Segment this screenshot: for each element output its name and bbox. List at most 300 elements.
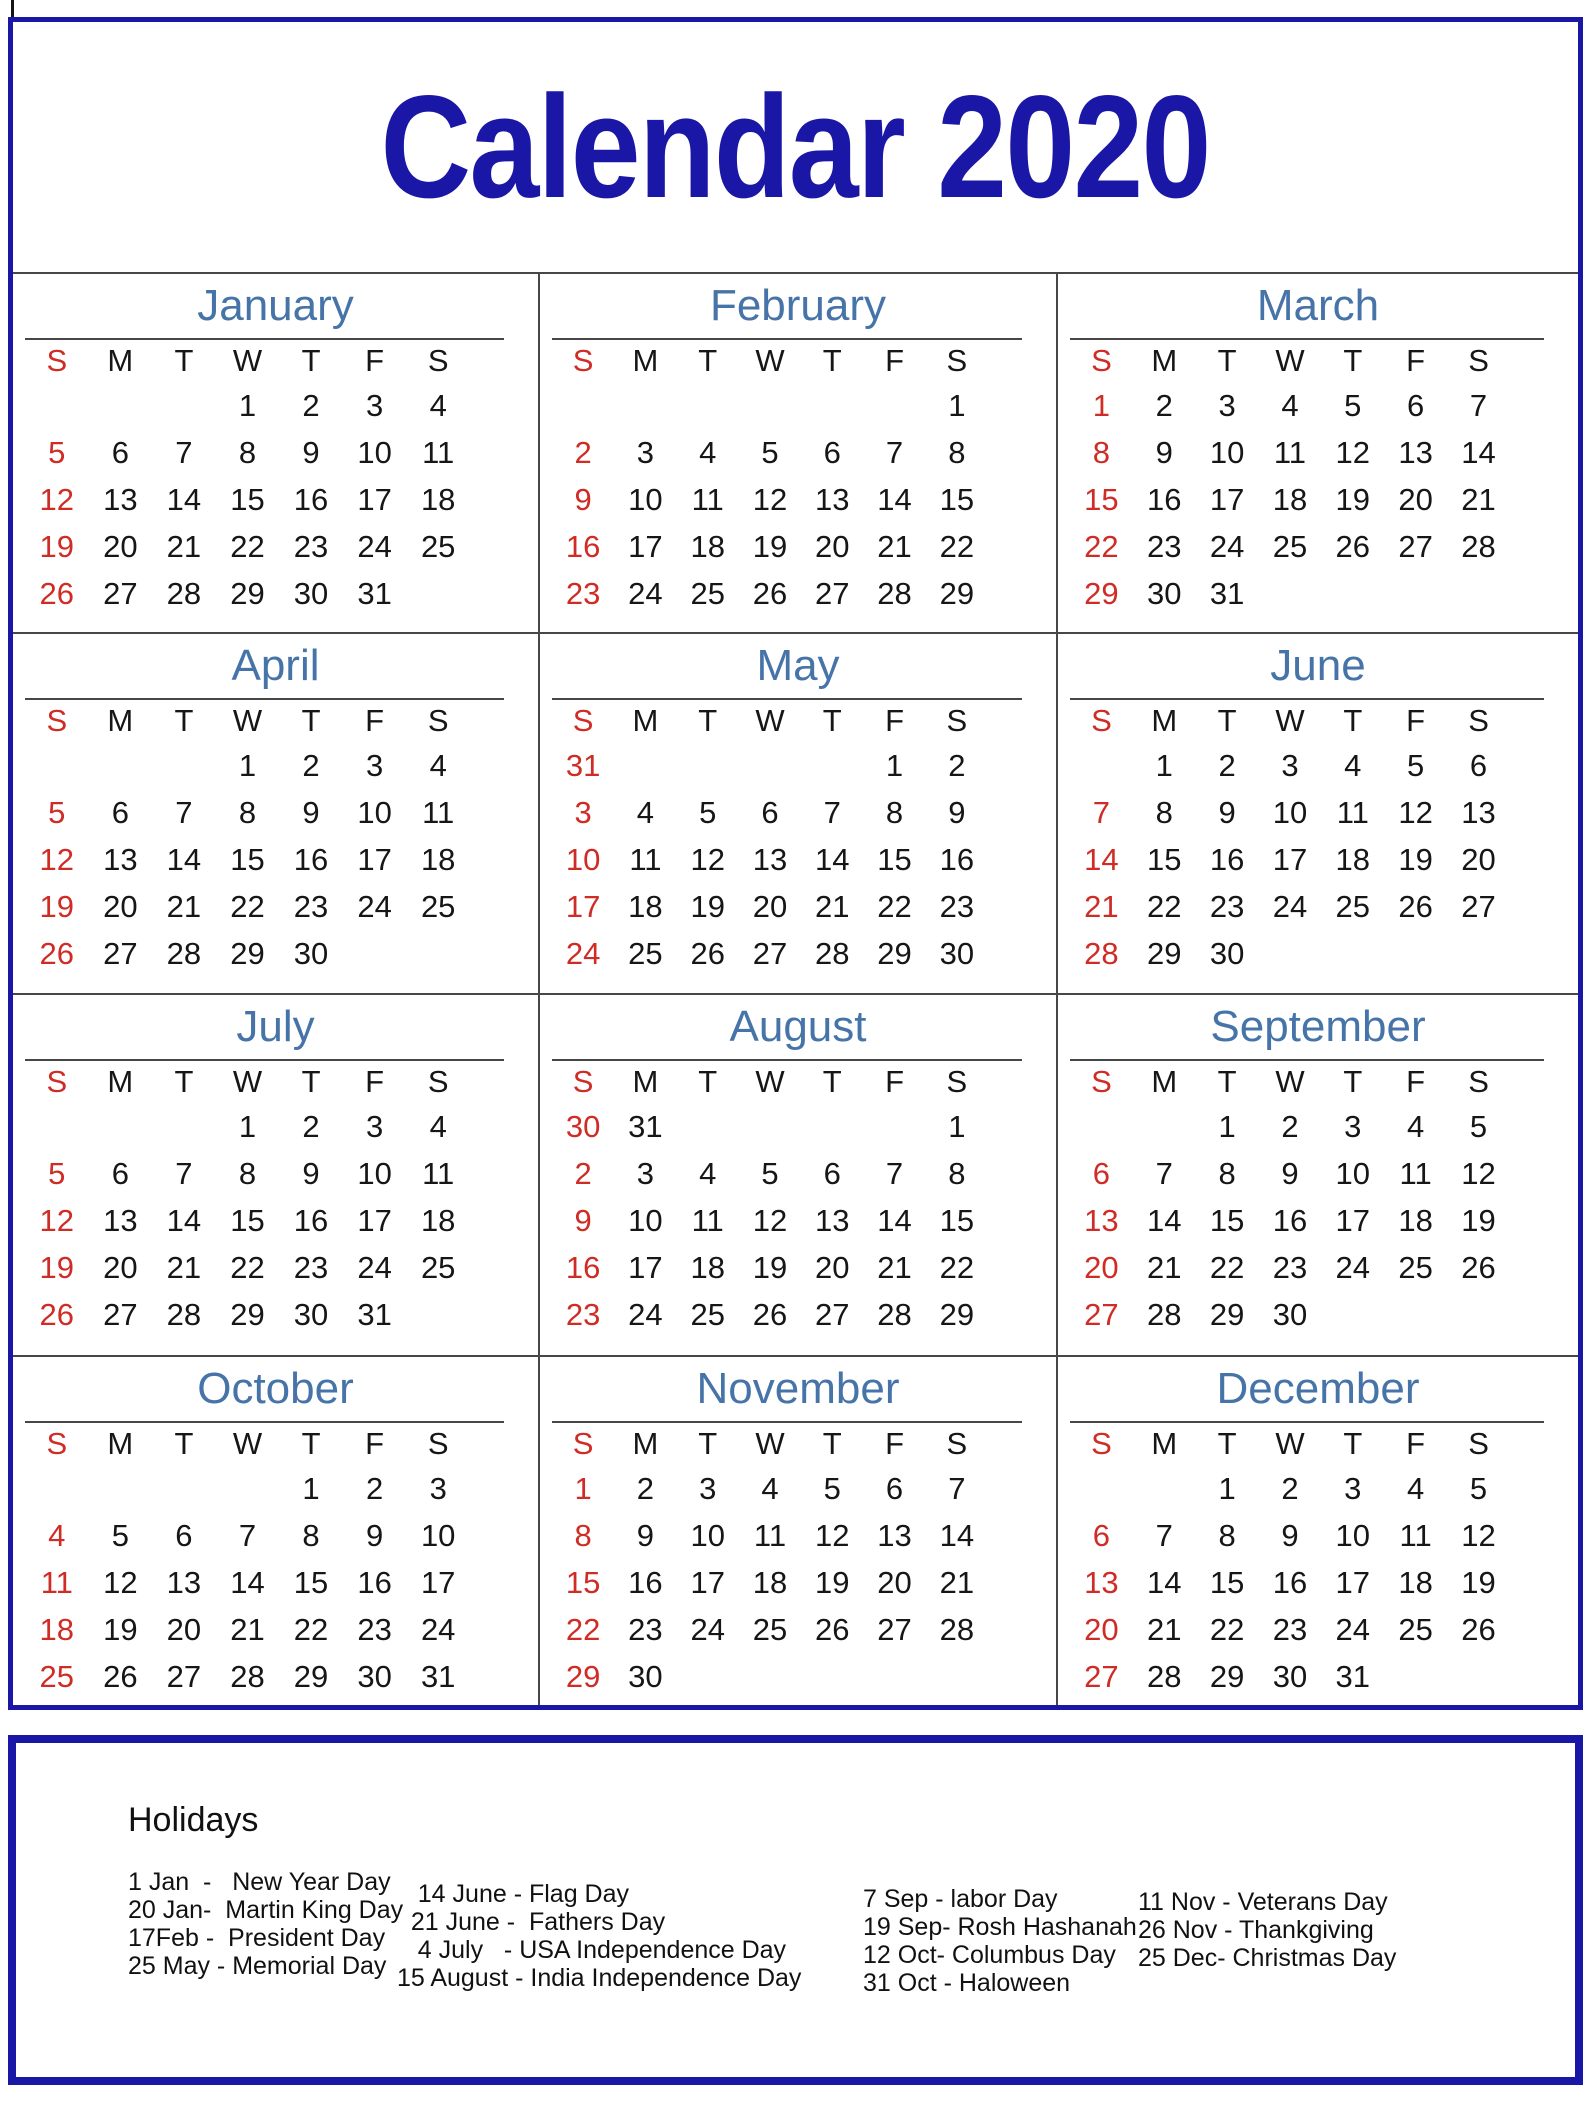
month-name: January: [197, 281, 354, 330]
date-cell: 6: [175, 1517, 193, 1553]
date-row: [1070, 1465, 1510, 1512]
date-cell: 8: [1092, 434, 1111, 470]
date-cell: 21: [1084, 888, 1119, 924]
holiday-item: 17Feb - President Day: [128, 1924, 386, 1952]
date-cell: 10: [628, 1202, 663, 1238]
date-cell: 15: [1147, 841, 1182, 877]
date-cell: 25: [752, 1611, 788, 1647]
date-cell: 11: [1399, 1155, 1432, 1191]
date-row: [552, 1244, 988, 1291]
date-row: [552, 476, 988, 523]
date-row: [25, 476, 470, 523]
date-cell: 15: [939, 481, 975, 517]
date-cell: 23: [293, 1249, 329, 1285]
date-cell: 10: [690, 1517, 725, 1553]
holiday-column-4: [1138, 1888, 1396, 1972]
date-cell: 25: [39, 1658, 75, 1694]
date-cell: 12: [752, 1202, 788, 1238]
date-cell: 20: [877, 1564, 912, 1600]
holiday-item: 15 August - India Independence Day: [390, 1964, 802, 1992]
date-cell: 11: [422, 1155, 455, 1191]
date-cell: 20: [1084, 1611, 1119, 1647]
weekday-header: W: [1275, 1426, 1305, 1461]
date-cell: 14: [1461, 434, 1496, 470]
date-cell: [1321, 1291, 1384, 1338]
weekday-header-row: [25, 1423, 470, 1465]
date-cell: 10: [1335, 1155, 1371, 1191]
weekday-header: S: [1091, 343, 1112, 378]
date-cell: 1: [885, 747, 904, 783]
date-row: [25, 742, 470, 789]
date-cell: 5: [48, 1155, 66, 1191]
weekday-header: T: [174, 343, 194, 378]
date-row: [552, 1150, 988, 1197]
date-cell: 16: [293, 841, 329, 877]
date-cell: 19: [39, 528, 75, 564]
month-grid-table: [552, 340, 988, 617]
date-cell: 28: [1147, 1296, 1182, 1332]
date-row: [552, 1512, 988, 1559]
date-cell: 24: [1335, 1611, 1371, 1647]
date-cell: 9: [574, 1202, 592, 1238]
weekday-header: T: [822, 1426, 842, 1461]
date-cell: 15: [230, 481, 265, 517]
date-cell: [926, 1653, 988, 1700]
date-cell: 31: [628, 1108, 663, 1144]
date-cell: 19: [39, 888, 75, 924]
holiday-item: 25 Dec- Christmas Day: [1138, 1944, 1397, 1972]
date-cell: [1447, 1291, 1510, 1338]
date-cell: 1: [238, 747, 257, 783]
date-cell: 6: [111, 794, 129, 830]
month-grid-table: [25, 700, 470, 977]
date-cell: 17: [1335, 1564, 1371, 1600]
weekday-header: T: [1343, 343, 1363, 378]
date-cell: [677, 742, 739, 789]
weekday-header: M: [632, 343, 659, 378]
date-cell: 28: [877, 575, 912, 611]
holiday-item: 11 Nov - Veterans Day: [1138, 1888, 1388, 1916]
holidays-columns: [128, 1868, 1575, 1997]
date-cell: 5: [1407, 747, 1425, 783]
date-cell: 9: [948, 794, 966, 830]
date-cell: 31: [1209, 575, 1245, 611]
date-cell: 1: [238, 387, 257, 423]
weekday-header: W: [1275, 703, 1305, 738]
date-cell: 14: [877, 481, 912, 517]
date-cell: 1: [238, 1108, 257, 1144]
date-row: [1070, 1653, 1510, 1700]
date-cell: 28: [166, 575, 202, 611]
date-cell: 19: [1461, 1564, 1496, 1600]
date-row: [552, 382, 988, 429]
date-cell: 8: [1155, 794, 1173, 830]
date-cell: 28: [877, 1296, 912, 1332]
weekday-header: S: [427, 1426, 449, 1461]
date-row: [25, 429, 470, 476]
date-cell: 24: [1335, 1249, 1371, 1285]
weekday-header: T: [698, 703, 718, 738]
date-cell: 3: [365, 1108, 384, 1144]
date-cell: [739, 1653, 801, 1700]
date-cell: 15: [230, 841, 265, 877]
date-cell: 20: [1084, 1249, 1119, 1285]
date-cell: 8: [1218, 1517, 1236, 1553]
date-cell: 30: [1272, 1296, 1308, 1332]
date-cell: 22: [877, 888, 912, 924]
weekday-header: M: [107, 343, 134, 378]
date-row: [1070, 1197, 1510, 1244]
date-cell: 6: [1469, 747, 1488, 783]
weekday-header: M: [107, 703, 134, 738]
weekday-header: S: [946, 1064, 968, 1099]
date-cell: 19: [1398, 841, 1433, 877]
date-row: [25, 930, 470, 977]
month-name: May: [756, 641, 840, 690]
date-cell: [552, 382, 614, 429]
date-cell: 2: [365, 1470, 384, 1506]
date-cell: 29: [939, 575, 975, 611]
date-cell: 31: [357, 575, 392, 611]
date-cell: 20: [1461, 841, 1496, 877]
date-cell: 2: [948, 747, 966, 783]
date-cell: 17: [628, 1249, 663, 1285]
date-cell: 4: [1407, 1470, 1425, 1506]
weekday-header: S: [46, 343, 68, 378]
date-row: [552, 429, 988, 476]
month-name: November: [696, 1364, 900, 1413]
date-cell: 13: [166, 1564, 202, 1600]
date-cell: 25: [1398, 1611, 1433, 1647]
date-cell: [216, 1465, 280, 1512]
date-cell: 21: [166, 528, 202, 564]
date-cell: 8: [948, 1155, 966, 1191]
date-cell: 31: [565, 747, 601, 783]
weekday-header-row: [552, 1061, 988, 1103]
date-cell: 19: [1461, 1202, 1496, 1238]
holiday-item: 1 Jan - New Year Day: [128, 1868, 391, 1896]
date-cell: 4: [761, 1470, 779, 1506]
date-cell: 25: [420, 528, 456, 564]
date-cell: 20: [103, 528, 138, 564]
holiday-item: 12 Oct- Columbus Day: [863, 1941, 1116, 1969]
date-cell: 4: [699, 434, 717, 470]
weekday-header: T: [822, 343, 842, 378]
date-cell: 20: [815, 1249, 850, 1285]
date-cell: 24: [1209, 528, 1245, 564]
weekday-header: W: [1275, 1064, 1305, 1099]
date-cell: [677, 382, 739, 429]
date-cell: [863, 382, 925, 429]
date-cell: 17: [628, 528, 663, 564]
date-cell: [152, 1103, 216, 1150]
weekday-header: F: [1406, 343, 1426, 378]
date-cell: 4: [429, 1108, 447, 1144]
date-cell: 26: [815, 1611, 850, 1647]
date-cell: 19: [815, 1564, 850, 1600]
date-cell: 7: [885, 434, 904, 470]
holiday-item: 20 Jan- Martin King Day: [128, 1896, 404, 1924]
weekday-header: T: [698, 1426, 718, 1461]
weekday-header: S: [946, 1426, 968, 1461]
date-cell: 24: [357, 888, 392, 924]
date-cell: 12: [39, 841, 75, 877]
weekday-header: F: [885, 703, 905, 738]
date-cell: 29: [293, 1658, 329, 1694]
month-grid-table: [1070, 1061, 1510, 1338]
date-cell: 28: [1084, 935, 1119, 971]
month-name: September: [1210, 1002, 1426, 1051]
date-cell: 22: [939, 1249, 975, 1285]
weekday-header: T: [822, 1064, 842, 1099]
date-row: [25, 1197, 470, 1244]
date-cell: 13: [1461, 794, 1496, 830]
date-cell: 7: [175, 1155, 193, 1191]
date-cell: 5: [761, 1155, 779, 1191]
date-cell: 6: [885, 1470, 904, 1506]
date-cell: 10: [1272, 794, 1308, 830]
date-cell: 25: [420, 1249, 456, 1285]
date-cell: 4: [636, 794, 655, 830]
date-cell: 27: [103, 1296, 138, 1332]
date-cell: 8: [238, 794, 257, 830]
weekday-header-row: [1070, 700, 1510, 742]
date-cell: 28: [230, 1658, 265, 1694]
date-cell: [89, 1465, 153, 1512]
holiday-item: 25 May - Memorial Day: [128, 1952, 387, 1980]
date-cell: 3: [1344, 1470, 1362, 1506]
date-row: [552, 930, 988, 977]
date-cell: 26: [752, 575, 788, 611]
date-cell: 10: [1335, 1517, 1371, 1553]
date-cell: [863, 1103, 925, 1150]
weekday-header: M: [632, 1064, 659, 1099]
date-cell: [614, 742, 676, 789]
date-cell: 22: [1147, 888, 1182, 924]
date-cell: 12: [1461, 1155, 1496, 1191]
date-cell: 8: [238, 434, 257, 470]
date-cell: 6: [1092, 1155, 1111, 1191]
date-cell: 26: [1461, 1611, 1496, 1647]
weekday-header: T: [174, 1064, 194, 1099]
date-cell: 2: [1281, 1108, 1299, 1144]
date-row: [25, 883, 470, 930]
date-cell: 1: [1092, 387, 1111, 423]
date-cell: 16: [293, 481, 329, 517]
weekday-header: T: [1343, 1064, 1363, 1099]
date-cell: 7: [1155, 1517, 1173, 1553]
calendar-box: [8, 17, 1583, 1710]
date-cell: [739, 382, 801, 429]
weekday-header: S: [946, 703, 968, 738]
weekday-header: W: [232, 703, 263, 738]
date-cell: 15: [939, 1202, 975, 1238]
date-cell: 9: [302, 434, 320, 470]
month-july: [13, 993, 538, 1355]
date-cell: 4: [1344, 747, 1362, 783]
month-name: April: [231, 641, 320, 690]
month-name: October: [197, 1364, 354, 1413]
date-cell: 7: [1155, 1155, 1173, 1191]
date-row: [1070, 429, 1510, 476]
date-cell: 15: [877, 841, 912, 877]
date-row: [25, 382, 470, 429]
date-cell: 14: [877, 1202, 912, 1238]
date-cell: [801, 1653, 863, 1700]
date-cell: 4: [429, 747, 447, 783]
holiday-item: 26 Nov - Thankgiving: [1138, 1916, 1374, 1944]
date-cell: 25: [1398, 1249, 1433, 1285]
weekday-header: F: [885, 343, 905, 378]
holiday-item: 19 Sep- Rosh Hashanah: [863, 1913, 1137, 1941]
date-row: [1070, 382, 1510, 429]
weekday-header: W: [755, 1426, 785, 1461]
date-cell: 23: [1272, 1611, 1308, 1647]
date-row: [1070, 1291, 1510, 1338]
date-cell: 23: [293, 888, 329, 924]
date-cell: [677, 1103, 739, 1150]
weekday-header: M: [1151, 703, 1178, 738]
date-cell: 10: [628, 481, 663, 517]
weekday-header: W: [755, 703, 785, 738]
weekday-header: T: [1343, 703, 1363, 738]
date-cell: [1321, 570, 1384, 617]
weekday-header: W: [1275, 343, 1305, 378]
month-grid-table: [25, 1423, 470, 1700]
month-march: [1056, 272, 1578, 632]
date-cell: [1259, 570, 1322, 617]
date-cell: 27: [1398, 528, 1433, 564]
date-cell: 3: [699, 1470, 717, 1506]
weekday-header: W: [755, 1064, 785, 1099]
date-cell: 21: [877, 1249, 912, 1285]
date-cell: 10: [357, 434, 392, 470]
date-cell: [801, 742, 863, 789]
weekday-header-row: [552, 340, 988, 382]
weekday-header-row: [25, 340, 470, 382]
title-wrap: [13, 22, 1578, 272]
month-september: [1056, 993, 1578, 1355]
date-cell: [1384, 1291, 1447, 1338]
date-cell: 30: [939, 935, 975, 971]
date-cell: 30: [1209, 935, 1245, 971]
date-cell: 3: [574, 794, 592, 830]
date-cell: 20: [752, 888, 788, 924]
date-cell: [1384, 1653, 1447, 1700]
date-cell: 29: [1209, 1296, 1245, 1332]
date-cell: 13: [1084, 1202, 1119, 1238]
date-cell: 11: [422, 794, 455, 830]
month-october: [13, 1355, 538, 1705]
weekday-header: T: [1217, 1064, 1237, 1099]
date-cell: 30: [293, 1296, 329, 1332]
weekday-header: T: [1217, 343, 1237, 378]
date-cell: 3: [636, 1155, 655, 1191]
date-cell: 10: [357, 1155, 392, 1191]
weekday-header: F: [885, 1426, 905, 1461]
date-cell: 23: [357, 1611, 392, 1647]
date-cell: 27: [815, 1296, 850, 1332]
date-cell: 3: [365, 387, 384, 423]
date-cell: 9: [1281, 1155, 1299, 1191]
date-cell: [1070, 1465, 1133, 1512]
date-cell: [152, 742, 216, 789]
date-cell: 25: [1272, 528, 1308, 564]
date-cell: 25: [420, 888, 456, 924]
date-row: [1070, 1103, 1510, 1150]
date-cell: 29: [230, 935, 265, 971]
date-row: [25, 789, 470, 836]
weekday-header: F: [365, 703, 385, 738]
weekday-header: S: [572, 1064, 594, 1099]
date-row: [1070, 570, 1510, 617]
date-cell: [739, 1103, 801, 1150]
month-may: [538, 632, 1056, 993]
date-cell: 21: [877, 528, 912, 564]
date-cell: 11: [691, 481, 724, 517]
date-cell: 23: [939, 888, 975, 924]
date-cell: 13: [103, 841, 138, 877]
months-grid: [13, 272, 1578, 1705]
date-cell: 16: [565, 528, 601, 564]
date-cell: 12: [690, 841, 725, 877]
date-cell: 27: [1084, 1658, 1119, 1694]
date-cell: [25, 1103, 89, 1150]
date-cell: 8: [574, 1517, 592, 1553]
date-cell: 20: [103, 1249, 138, 1285]
date-cell: 18: [420, 1202, 456, 1238]
date-cell: 29: [1147, 935, 1182, 971]
date-cell: 29: [565, 1658, 601, 1694]
date-cell: 27: [1461, 888, 1496, 924]
month-name: February: [709, 281, 887, 330]
weekday-header: M: [632, 1426, 659, 1461]
date-row: [552, 1465, 988, 1512]
weekday-header: F: [1406, 1426, 1426, 1461]
weekday-header-row: [1070, 340, 1510, 382]
date-row: [25, 1512, 470, 1559]
date-cell: 12: [39, 481, 75, 517]
date-cell: 19: [752, 528, 788, 564]
weekday-header-row: [1070, 1061, 1510, 1103]
weekday-header: T: [698, 1064, 718, 1099]
date-cell: 27: [815, 575, 850, 611]
date-cell: 24: [628, 1296, 663, 1332]
date-row: [552, 1653, 988, 1700]
date-cell: 2: [1218, 747, 1236, 783]
date-cell: 23: [293, 528, 329, 564]
date-cell: 9: [574, 481, 592, 517]
holiday-column-3: [863, 1885, 1137, 1997]
date-cell: 7: [175, 794, 193, 830]
date-cell: 10: [1209, 434, 1245, 470]
date-cell: 23: [1147, 528, 1182, 564]
date-cell: 29: [877, 935, 912, 971]
date-cell: 28: [1461, 528, 1496, 564]
weekday-header-row: [25, 700, 470, 742]
weekday-header: T: [301, 703, 321, 738]
month-name: June: [1270, 641, 1366, 690]
month-december: [1056, 1355, 1578, 1705]
date-cell: 18: [420, 841, 456, 877]
date-cell: [406, 1291, 470, 1338]
date-cell: 1: [1155, 747, 1173, 783]
month-april: [13, 632, 538, 993]
date-cell: 9: [1218, 794, 1236, 830]
date-cell: 3: [1218, 387, 1236, 423]
date-row: [552, 742, 988, 789]
month-name: December: [1216, 1364, 1420, 1413]
